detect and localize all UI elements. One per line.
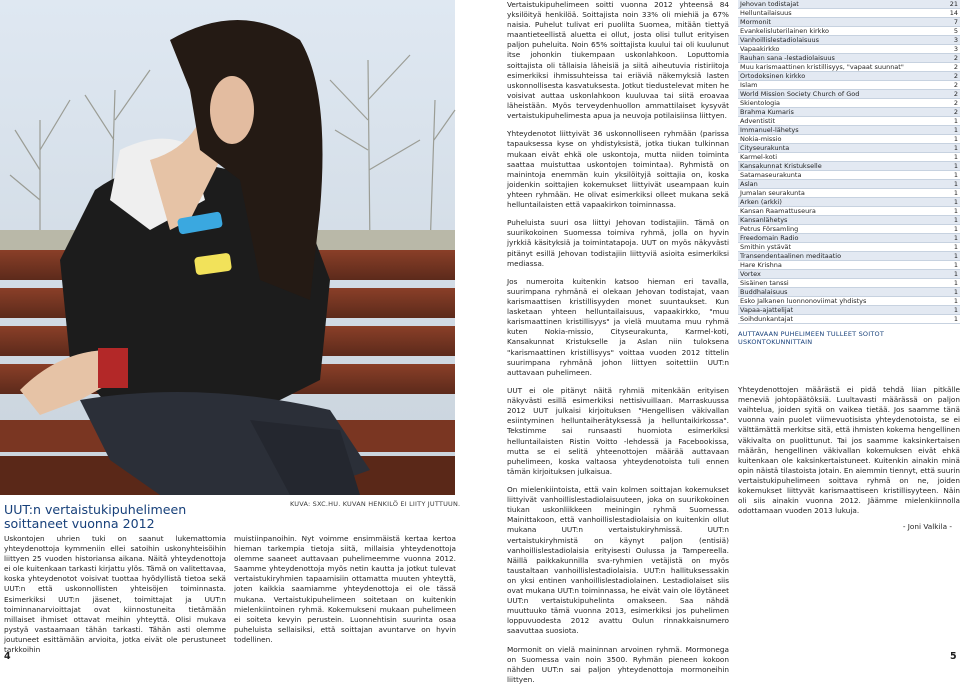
group-name: Brahma Kumaris bbox=[738, 108, 938, 117]
group-name: Cityseurakunta bbox=[738, 144, 938, 153]
call-count: 2 bbox=[938, 54, 960, 63]
group-name: Arken (arkki) bbox=[738, 198, 938, 207]
call-count: 2 bbox=[938, 99, 960, 108]
table-row bbox=[738, 171, 960, 180]
table-row bbox=[738, 162, 960, 171]
table-row bbox=[738, 297, 960, 306]
author-signature: - Joni Valkila - bbox=[902, 522, 952, 532]
call-count: 1 bbox=[938, 243, 960, 252]
call-count: 1 bbox=[938, 261, 960, 270]
call-count: 1 bbox=[938, 288, 960, 297]
call-count: 1 bbox=[938, 153, 960, 162]
group-name: Vapaa-ajattelijat bbox=[738, 306, 938, 315]
call-count: 3 bbox=[938, 45, 960, 54]
group-name: Sisäinen tanssi bbox=[738, 279, 938, 288]
group-name: Adventistit bbox=[738, 117, 938, 126]
article-column-2: muistiinpanoihin. Nyt voimme ensimmäistä kertaa kertoa hieman tarkempia tietoja siitä, millaisia yhteydenottoja olemme saaneet auttavaan puhelimeemme vuonna 2012. Saamme yhteydenottoja myös netin kautta ja jotkut tulevat vertaistukiryhmien tapaamisiin ottamatta muuten yhteyttä, joten kaikkia saamiamme yhteydenottoja ei ole tässä mukana. Vertaistukipuhelimeen soitetaan on kuitenkin mielenkiintoinen ryhmä. Kokemukseni mukaan puhelimeen ei soiteta kevyin perustein. Luonnehtisin suurinta osaa puheluista sellaisiksi, että soittajan avuntarve on hyvin todellinen. bbox=[234, 534, 456, 644]
table-row bbox=[738, 225, 960, 234]
table-row bbox=[738, 117, 960, 126]
group-name: Petrus Församling bbox=[738, 225, 938, 234]
page-number-right: 5 bbox=[950, 651, 957, 662]
group-name: Kansanlähetys bbox=[738, 216, 938, 225]
table-body bbox=[738, 0, 960, 324]
photo-illustration bbox=[0, 0, 455, 495]
call-count: 1 bbox=[938, 171, 960, 180]
call-count: 2 bbox=[938, 63, 960, 72]
table-row bbox=[738, 270, 960, 279]
group-name: Jehovan todistajat bbox=[738, 0, 938, 9]
table-row bbox=[738, 252, 960, 261]
religious-groups-table bbox=[738, 0, 960, 324]
paragraph: Puheluista suuri osa liittyi Jehovan todistajiin. Tämä on suurikokoinen Suomessa toimiva ryhmä, jolla on hyvin jyrkkiä käsityksiä ja toimintatapoja. UUT on myös näkyvästi pitänyt esillä Jehovan todistajiin liittyviä asioita esimerkiksi mediassa. bbox=[507, 218, 729, 268]
call-count: 1 bbox=[938, 297, 960, 306]
group-name: Esko Jalkanen luonnonoviimat yhdistys bbox=[738, 297, 938, 306]
table-row bbox=[738, 126, 960, 135]
photo-credit: KUVA: SXC.HU. KUVAN HENKILÖ EI LIITY JUTTUUN. bbox=[290, 500, 461, 508]
group-name: Mormonit bbox=[738, 18, 938, 27]
table-row bbox=[738, 306, 960, 315]
table-row bbox=[738, 63, 960, 72]
paragraph: Jos numeroita kuitenkin katsoo hieman eri tavalla, suurimpana ryhmänä ei olekaan Jehovan todistajat, vaan karismaattisen kristillisyyden monet suuntaukset. Kun lasketaan yhteen helluntailaisuus, vapaakirkko, "muu karismaattinen kristillisyys" ja vielä muutama muu ryhmä kuten Nokia-missio, Cityseurakunta, Karmel-koti, Kansakunnat Kristukselle ja Aslan niin tuloksena "karismaattinen kristillisyys" voittaa vuoden 2012 tittelin suurimpana ryhmänä johon liittyen soitettiin UUT:n auttavaan puhelimeen. bbox=[507, 276, 729, 377]
group-name: Islam bbox=[738, 81, 938, 90]
call-count: 14 bbox=[938, 9, 960, 18]
table-row bbox=[738, 153, 960, 162]
call-count: 1 bbox=[938, 117, 960, 126]
table-row bbox=[738, 207, 960, 216]
table-row bbox=[738, 288, 960, 297]
article-photo bbox=[0, 0, 455, 495]
article-column-1: Uskontojen uhrien tuki on saanut lukemattomia yhteydenottoja kymmeniin ellei satoihin uskonyhteisöihin liittyen 25 vuoden historiansa aikana. Näitä yhteydenottoja ei ole kuitenkaan tarkasti kirjattu ylös. Tämä on valitettavaa, koska yhteydenotot voisivat tuottaa hyödyllistä tietoa sekä UUT:n että uskonnollisten yhteisöjen toiminnasta. Esimerkiksi UUT:n jäsenet, toimittajat ja UUT:n toiminnanarvioittajat ovat kiinnostuneita tietämään millaiset ihmiset ottavat meihin yhteyttä. Olisi mukava pystyä vastaamaan tähän tarkasti. Tähän asti olemme joutuneet esittämään arvioita, jotka eivät ole perustuneet tarkkoihin bbox=[4, 534, 226, 655]
call-count: 1 bbox=[938, 198, 960, 207]
call-count: 1 bbox=[938, 306, 960, 315]
table-row bbox=[738, 90, 960, 99]
group-name: Vapaakirkko bbox=[738, 45, 938, 54]
call-count: 1 bbox=[938, 279, 960, 288]
group-name: Immanuel-lähetys bbox=[738, 126, 938, 135]
group-name: Vortex bbox=[738, 270, 938, 279]
call-count: 1 bbox=[938, 162, 960, 171]
call-count: 1 bbox=[938, 180, 960, 189]
call-count: 1 bbox=[938, 234, 960, 243]
table-row bbox=[738, 0, 960, 9]
group-name: Soihdunkantajat bbox=[738, 315, 938, 324]
call-count: 1 bbox=[938, 315, 960, 324]
call-count: 2 bbox=[938, 72, 960, 81]
call-count: 1 bbox=[938, 216, 960, 225]
call-count: 5 bbox=[938, 27, 960, 36]
table-row bbox=[738, 279, 960, 288]
table-row bbox=[738, 45, 960, 54]
group-name: Aslan bbox=[738, 180, 938, 189]
article-column-4 bbox=[738, 0, 960, 531]
group-name: Freedomain Radio bbox=[738, 234, 938, 243]
paragraph: Vertaistukipuhelimeen soitti vuonna 2012 yhteensä 84 yksilöityä henkilöä. Soittajista noin 33% oli miehiä ja 67% naisia. Puhelut tulivat eri puolilta Suomea, mitään tiettyä maantieteellistä aluetta ei ollut, josta olisi tullut erityisen paljon puheluita. Noin 65% soittajista kuului tai oli kuulunut itse johonkin tiukempaan uskonlahkoon. Loputtomia soittajista oli tällaisia läheisiä ja siitä aiheutuvia ristiriitoja esimerkiksi ihmissuhteissa tai eriäviä näkemyksiä lasten uskonnollisesta kasvatuksesta. Jotkut tiedustelevat miten he voisivat auttaa uskonlahkoon kuuluvaa tai siitä eroavaa läheistään. Myös terveydenhuollon ammattilaiset kysyvät vertaistukipuhelimesta apua ja neuvoja potilaisiinsa liittyen. bbox=[507, 0, 729, 121]
group-name: Kansakunnat Kristukselle bbox=[738, 162, 938, 171]
table-row bbox=[738, 18, 960, 27]
call-count: 1 bbox=[938, 144, 960, 153]
table-row bbox=[738, 27, 960, 36]
call-count: 1 bbox=[938, 270, 960, 279]
table-row bbox=[738, 243, 960, 252]
group-name: Skientologia bbox=[738, 99, 938, 108]
table-row bbox=[738, 198, 960, 207]
table-row bbox=[738, 216, 960, 225]
table-row bbox=[738, 36, 960, 45]
table-row bbox=[738, 108, 960, 117]
group-name: World Mission Society Church of God bbox=[738, 90, 938, 99]
paragraph: Mormonit on vielä maininnan arvoinen ryhmä. Mormonega on Suomessa vain noin 3500. Ryhmän pieneen kokoon nähden UUT:n sai paljon yhteydenottoja mormoneihin liittyen. bbox=[507, 644, 729, 684]
group-name: Karmel-koti bbox=[738, 153, 938, 162]
closing-paragraph: Yhteydenottojen määrästä ei pidä tehdä liian pitkälle meneviä johtopäätöksiä. Luultavasti määrässä on paljon vaihtelua, joiden syitä on vaikea tietää. Jos saamme tänä vuonna vain puolet viimevuotisista yhteydenotoista, se ei välttämättä merkitse sitä, että ihmisten kokema hengellinen väkivalta on puolittunut. Tai jos saamme kaksinkertaisen määrän, hengellinen väkivallan kokemuksen eivät ehkä kuitenkaan ole kaksinkertaistuneet. Kuitenkin ainakin minä opin näistä tilastoista jotain. En aiemmin tiennyt, että suurin vertaistukipuhelimeen soittava ryhmä on ne, joiden kokemukset liittyvät karismaattiseen kristillisyyteen. Näin oli siis ainakin vuonna 2012. Jäämme mielenkiinnolla odottamaan vuoden 2013 lukuja. bbox=[738, 385, 960, 516]
call-count: 1 bbox=[938, 126, 960, 135]
group-name: Vanhoillislestadiolaisuus bbox=[738, 36, 938, 45]
call-count: 2 bbox=[938, 90, 960, 99]
table-row bbox=[738, 315, 960, 324]
group-name: Transendentaalinen meditaatio bbox=[738, 252, 938, 261]
call-count: 3 bbox=[938, 36, 960, 45]
call-count: 7 bbox=[938, 18, 960, 27]
table-row bbox=[738, 54, 960, 63]
call-count: 1 bbox=[938, 225, 960, 234]
group-name: Rauhan sana -lestadiolaisuus bbox=[738, 54, 938, 63]
group-name: Jumalan seurakunta bbox=[738, 189, 938, 198]
group-name: Helluntailaisuus bbox=[738, 9, 938, 18]
page-number-left: 4 bbox=[4, 651, 11, 662]
call-count: 21 bbox=[938, 0, 960, 9]
group-name: Buddhalaisuus bbox=[738, 288, 938, 297]
table-row bbox=[738, 180, 960, 189]
table-row bbox=[738, 72, 960, 81]
group-name: Kansan Raamattuseura bbox=[738, 207, 938, 216]
call-count: 1 bbox=[938, 252, 960, 261]
call-count: 1 bbox=[938, 189, 960, 198]
table-row bbox=[738, 81, 960, 90]
table-row bbox=[738, 135, 960, 144]
call-count: 2 bbox=[938, 81, 960, 90]
group-name: Nokia-missio bbox=[738, 135, 938, 144]
call-count: 1 bbox=[938, 135, 960, 144]
table-row bbox=[738, 189, 960, 198]
article-title: UUT:n vertaistukipuhelimeen soittaneet vuonna 2012 bbox=[4, 502, 187, 531]
group-name: Muu karismaattinen kristillisyys, "vapaat suunnat" bbox=[738, 63, 938, 72]
call-count: 1 bbox=[938, 207, 960, 216]
table-row bbox=[738, 9, 960, 18]
table-row bbox=[738, 261, 960, 270]
paragraph: UUT ei ole pitänyt näitä ryhmiä mitenkään erityisen näkyvästi esillä esimerkiksi nettisivuillaan. Marraskuussa 2012 UUT julkaisi kirjoituksen "Hengellisen väkivallan esiintyminen helluntaiherätyksessä ja helluntaikirkossa". Tekstimme sai runsaasti huomiota esimerkiksi helluntailaisten Ristin Voitto -lehdessä ja Facebookissa, mutta se ei selitä yhteenottojen määrää auttavaan puhelimeen, koska valtaosa yhteydenotoista tuli ennen tämän kirjoituksen julkaisua. bbox=[507, 386, 729, 476]
table-row bbox=[738, 144, 960, 153]
article-column-3 bbox=[507, 0, 729, 693]
table-caption: AUTTAVAAN PUHELIMEEN TULLEET SOITOT USKONTOKUNNITTAIN bbox=[738, 330, 884, 347]
group-name: Hare Krishna bbox=[738, 261, 938, 270]
call-count: 2 bbox=[938, 108, 960, 117]
group-name: Smithin ystävät bbox=[738, 243, 938, 252]
table-row bbox=[738, 234, 960, 243]
table-row bbox=[738, 99, 960, 108]
group-name: Ortodoksinen kirkko bbox=[738, 72, 938, 81]
paragraph: Yhteydenotot liittyivät 36 uskonnolliseen ryhmään (parissa tapauksessa kyse on yhdistyksistä, jotka tiukan tulkinnan mukaan eivät ehkä ole uskontoja, mutta niiden toiminta saattaa muistuttaa uskontojen toimintaa). Ryhmistä on mainintoja enemmän kuin yksilöityjä soittajia on, koska joidenkin soittajien kokemukset liittyivät useampaan kuin yhteen ryhmään. He olivat esimerkiksi olleet mukana sekä helluntailaisten että vapaakirkon toiminnassa. bbox=[507, 129, 729, 209]
paragraph: On mielenkiintoista, että vain kolmen soittajan kokemukset liittyivät vanhoillislestadiolaisuuteen, joka on suurikokoinen tiukan uskonliikkeen meiningin ryhmä Suomessa. Mainittakoon, että vanhoillislestadiolaisia on kuitenkin ollut mukana UUT:n vertaistukiryhmissä. UUT:n vertaistukiryhmistä on käynyt paljon (entisiä) vanhoillislestadiolaisia erityisesti Oulussa ja Tampereella. Näillä paikkakunnilla sva-ryhmien vetäjistä on myös taustaltaan vanhoillislestadiolaisia. UUT:n hallituksessakin on yksi entinen vanhoillislestadiolainen. Lestadiolaiset siis ovat mukana UUT:n toiminnassa, he eivät vain ole löytäneet UUT:n vertaistukipuhelinta omakseen. Saa nähdä muuttuuko tämä vuonna 2013, esimerkiksi jos puhelimen loppuvuodesta 2012 avattu Oulun rinnakkaisnumero saavuttaa suosiota. bbox=[507, 485, 729, 636]
group-name: Evankelisluterilainen kirkko bbox=[738, 27, 938, 36]
group-name: Satamaseurakunta bbox=[738, 171, 938, 180]
